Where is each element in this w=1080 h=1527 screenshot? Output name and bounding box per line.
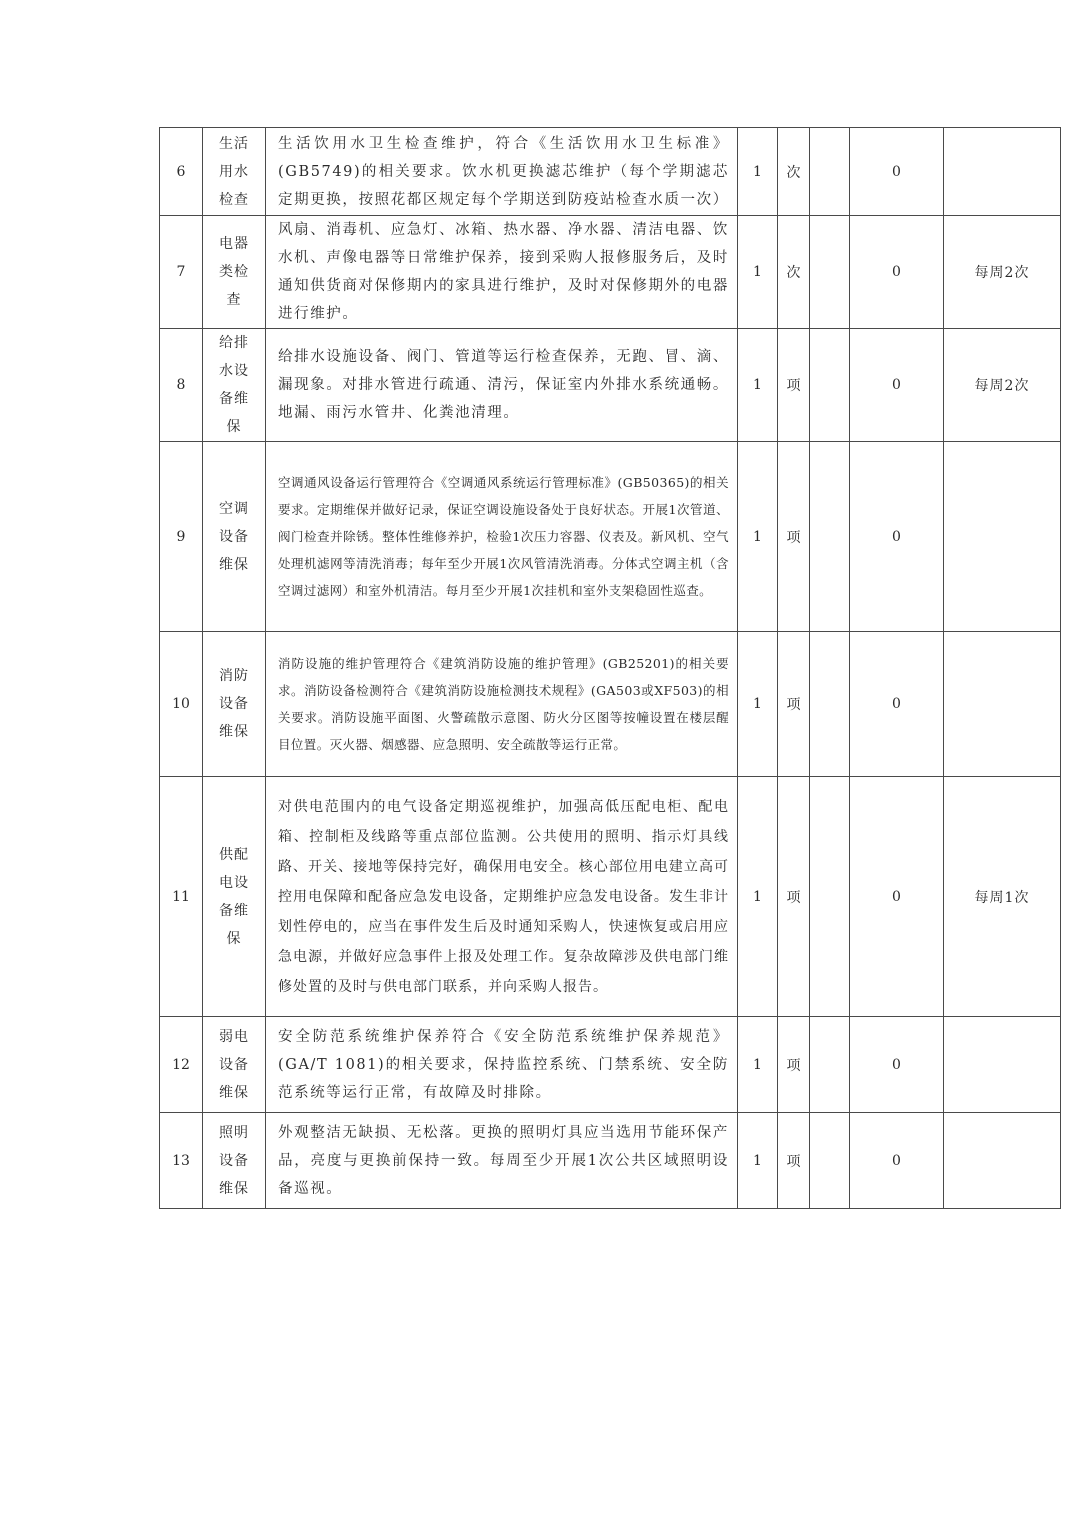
table-row: [160, 329, 1061, 442]
item-frequency: 每周2次: [944, 329, 1061, 442]
empty-cell: [810, 329, 850, 442]
item-quantity: 1: [738, 1017, 778, 1113]
item-number: 11: [160, 777, 203, 1017]
item-number: 7: [160, 216, 203, 329]
item-description: 生活饮用水卫生检查维护，符合《生活饮用水卫生标准》(GB5749)的相关要求。饮水机更换滤芯维护（每个学期滤芯定期更换，按照花都区规定每个学期送到防疫站检查水质一次）: [278, 135, 729, 208]
empty-cell: [810, 1113, 850, 1209]
table-row: [160, 216, 1061, 329]
item-name-cell: [203, 632, 266, 777]
empty-cell: [810, 777, 850, 1017]
item-description-cell: [266, 329, 738, 442]
item-name: 给排水设备维保: [219, 335, 249, 435]
item-quantity: 1: [738, 1113, 778, 1209]
item-number: 12: [160, 1017, 203, 1113]
item-name: 生活用水检查: [219, 135, 249, 208]
item-description-cell: [266, 777, 738, 1017]
table-row: [160, 777, 1061, 1017]
item-description: 风扇、消毒机、应急灯、冰箱、热水器、净水器、清洁电器、饮水机、声像电器等日常维护保养，接到采购人报修服务后，及时通知供货商对保修期内的家具进行维护，及时对保修期外的电器进行维护。: [278, 222, 729, 322]
item-frequency: [944, 1113, 1061, 1209]
item-name: 电器类检查: [219, 236, 249, 308]
item-number: 9: [160, 442, 203, 632]
item-name-cell: [203, 128, 266, 216]
item-name-cell: [203, 329, 266, 442]
item-description: 对供电范围内的电气设备定期巡视维护，加强高低压配电柜、配电箱、控制柜及线路等重点部位监测。公共使用的照明、指示灯具线路、开关、接地等保持完好，确保用电安全。核心部位用电建立高可控用电保障和配备应急发电设备，定期维护应急发电设备。发生非计划性停电的，应当在事件发生后及时通知采购人，快速恢复或启用应急电源，并做好应急事件上报及处理工作。复杂故障涉及供电部门维修处置的及时与供电部门联系，并向采购人报告。: [278, 798, 729, 995]
empty-cell: [810, 442, 850, 632]
item-unit: 项: [778, 1017, 810, 1113]
item-unit: 项: [778, 777, 810, 1017]
item-quantity: 1: [738, 632, 778, 777]
item-frequency: [944, 442, 1061, 632]
maintenance-table: [159, 127, 1061, 1209]
item-description-cell: [266, 442, 738, 632]
empty-cell: [810, 128, 850, 216]
item-quantity: 1: [738, 777, 778, 1017]
item-unit: 项: [778, 442, 810, 632]
item-name: 空调设备维保: [219, 500, 249, 573]
item-name-cell: [203, 1113, 266, 1209]
item-name: 供配电设备维保: [219, 846, 249, 947]
item-name: 照明设备维保: [219, 1124, 249, 1197]
table-row: [160, 1017, 1061, 1113]
empty-cell: [810, 216, 850, 329]
item-description-cell: [266, 1113, 738, 1209]
item-frequency: [944, 1017, 1061, 1113]
table-row: [160, 442, 1061, 632]
item-description: 给排水设施设备、阀门、管道等运行检查保养，无跑、冒、滴、漏现象。对排水管进行疏通、清污，保证室内外排水系统通畅。地漏、雨污水管井、化粪池清理。: [278, 349, 729, 421]
item-number: 13: [160, 1113, 203, 1209]
item-unit: 次: [778, 128, 810, 216]
item-number: 10: [160, 632, 203, 777]
item-unit: 项: [778, 632, 810, 777]
item-amount: 0: [850, 1113, 944, 1209]
item-description: 空调通风设备运行管理符合《空调通风系统运行管理标准》(GB50365)的相关要求。定期维保并做好记录，保证空调设施设备处于良好状态。开展1次管道、阀门检查并除锈。整体性维修养护，检验1次压力容器、仪表及。新风机、空气处理机滤网等清洗消毒；每年至少开展1次风管清洗消毒。分体式空调主机（含空调过滤网）和室外机清洁。每月至少开展1次挂机和室外支架稳固性巡查。: [278, 475, 729, 598]
item-description-cell: [266, 128, 738, 216]
item-frequency: [944, 128, 1061, 216]
item-description: 安全防范系统维护保养符合《安全防范系统维护保养规范》(GA/T 1081)的相关要求，保持监控系统、门禁系统、安全防范系统等运行正常，有故障及时排除。: [278, 1028, 729, 1101]
item-amount: 0: [850, 329, 944, 442]
item-amount: 0: [850, 442, 944, 632]
item-amount: 0: [850, 1017, 944, 1113]
item-frequency: [944, 632, 1061, 777]
table-row: [160, 1113, 1061, 1209]
item-quantity: 1: [738, 329, 778, 442]
item-name-cell: [203, 442, 266, 632]
item-amount: 0: [850, 777, 944, 1017]
item-description-cell: [266, 632, 738, 777]
item-quantity: 1: [738, 442, 778, 632]
table-row: [160, 632, 1061, 777]
item-description: 外观整洁无缺损、无松落。更换的照明灯具应当选用节能环保产品，亮度与更换前保持一致。每周至少开展1次公共区域照明设备巡视。: [278, 1124, 729, 1197]
item-description: 消防设施的维护管理符合《建筑消防设施的维护管理》(GB25201)的相关要求。消防设备检测符合《建筑消防设施检测技术规程》(GA503或XF503)的相关要求。消防设施平面图、火警疏散示意图、防火分区图等按幢设置在楼层醒目位置。灭火器、烟感器、应急照明、安全疏散等运行正常。: [278, 656, 729, 752]
item-name-cell: [203, 216, 266, 329]
item-unit: 项: [778, 329, 810, 442]
item-name: 消防设备维保: [219, 668, 249, 740]
item-quantity: 1: [738, 128, 778, 216]
item-amount: 0: [850, 216, 944, 329]
item-description-cell: [266, 216, 738, 329]
item-unit: 次: [778, 216, 810, 329]
item-name-cell: [203, 1017, 266, 1113]
empty-cell: [810, 632, 850, 777]
table-row: [160, 128, 1061, 216]
item-frequency: 每周2次: [944, 216, 1061, 329]
item-frequency: 每周1次: [944, 777, 1061, 1017]
item-amount: 0: [850, 632, 944, 777]
item-unit: 项: [778, 1113, 810, 1209]
item-quantity: 1: [738, 216, 778, 329]
item-number: 6: [160, 128, 203, 216]
item-name: 弱电设备维保: [219, 1028, 249, 1101]
item-description-cell: [266, 1017, 738, 1113]
item-number: 8: [160, 329, 203, 442]
empty-cell: [810, 1017, 850, 1113]
item-name-cell: [203, 777, 266, 1017]
item-amount: 0: [850, 128, 944, 216]
